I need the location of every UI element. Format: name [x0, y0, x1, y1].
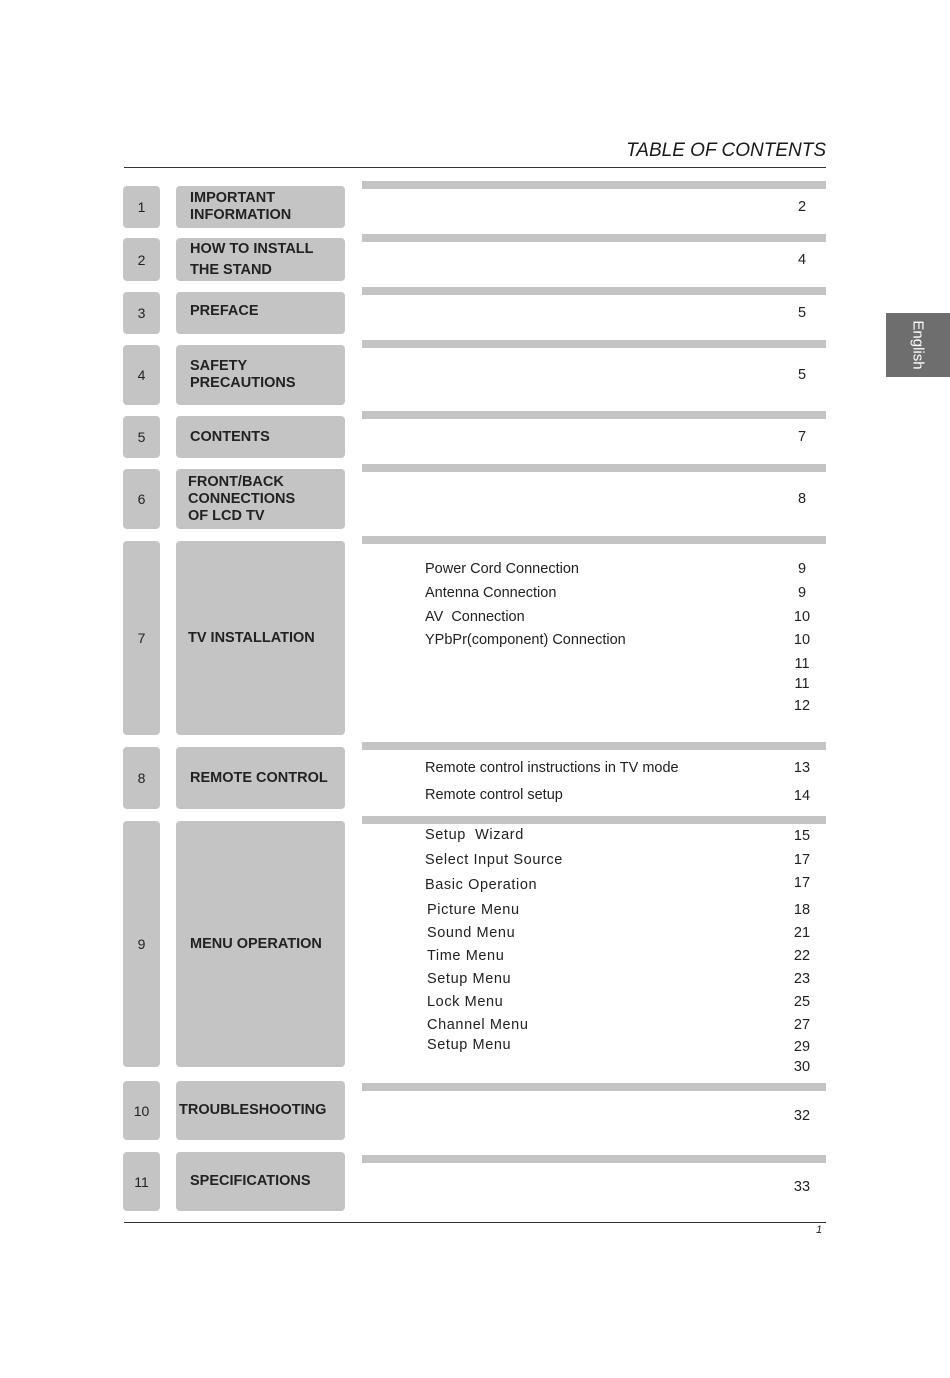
section-title-10: TROUBLESHOOTING: [176, 1081, 345, 1140]
section-page-2: 4: [797, 252, 807, 268]
section-page-11: 33: [793, 1179, 811, 1195]
page-7-3: 10: [793, 609, 811, 625]
section-page-4: 5: [797, 367, 807, 383]
section-number-7: 7: [123, 541, 160, 735]
section-title-4: SAFETY PRECAUTIONS: [176, 345, 345, 405]
page-7-2: 9: [797, 585, 807, 601]
section-bar-4: [362, 340, 826, 348]
section-title-1: IMPORTANT INFORMATION: [176, 186, 345, 228]
section-bar-1: [362, 181, 826, 189]
entry-9-4: Picture Menu: [427, 902, 520, 918]
section-number-10: 10: [123, 1081, 160, 1140]
entry-9-9: Channel Menu: [427, 1017, 529, 1033]
page-9-9: 27: [793, 1017, 811, 1033]
entry-9-7: Setup Menu: [427, 971, 512, 987]
entry-9-10: Setup Menu: [427, 1037, 512, 1053]
section-title-2: HOW TO INSTALL THE STAND: [176, 238, 345, 281]
page-9-11: 30: [793, 1059, 811, 1075]
section-title-9: MENU OPERATION: [176, 821, 345, 1067]
page-title: TABLE OF CONTENTS: [626, 140, 826, 161]
section-number-1: 1: [123, 186, 160, 228]
section-number-3: 3: [123, 292, 160, 334]
page-9-5: 21: [793, 925, 811, 941]
section-bar-6: [362, 464, 826, 472]
section-number-2: 2: [123, 238, 160, 281]
section-title-6: FRONT/BACK CONNECTIONS OF LCD TV: [176, 469, 345, 529]
page-8-2: 14: [793, 788, 811, 804]
footer-rule: [124, 1222, 826, 1223]
section-title-5: CONTENTS: [176, 416, 345, 458]
section-bar-8: [362, 742, 826, 750]
section-bar-11: [362, 1155, 826, 1163]
entry-9-3: Basic Operation: [425, 877, 538, 893]
section-page-5: 7: [797, 429, 807, 445]
entry-7-1: Power Cord Connection: [425, 561, 579, 577]
section-title-3: PREFACE: [176, 292, 345, 334]
page-9-4: 18: [793, 902, 811, 918]
entry-9-2: Select Input Source: [425, 852, 563, 868]
entry-9-8: Lock Menu: [427, 994, 504, 1010]
entry-8-2: Remote control setup: [425, 787, 563, 803]
page-9-2: 17: [793, 852, 811, 868]
section-title-8: REMOTE CONTROL: [176, 747, 345, 809]
section-title-7: TV INSTALLATION: [176, 541, 345, 735]
entry-9-5: Sound Menu: [427, 925, 516, 941]
section-number-5: 5: [123, 416, 160, 458]
entry-9-6: Time Menu: [427, 948, 505, 964]
section-title-11: SPECIFICATIONS: [176, 1152, 345, 1211]
section-bar-7: [362, 536, 826, 544]
page-7-7: 12: [793, 698, 811, 714]
page-7-1: 9: [797, 561, 807, 577]
section-bar-5: [362, 411, 826, 419]
page-7-6: 11: [794, 676, 810, 692]
page-9-10: 29: [793, 1039, 811, 1055]
footer-page-number: 1: [816, 1224, 823, 1236]
entry-8-1: Remote control instructions in TV mode: [425, 760, 679, 776]
section-bar-2: [362, 234, 826, 242]
section-number-8: 8: [123, 747, 160, 809]
entry-7-3: AV Connection: [425, 609, 525, 625]
section-number-6: 6: [123, 469, 160, 529]
section-bar-10: [362, 1083, 826, 1091]
page-7-4: 10: [793, 632, 811, 648]
section-page-1: 2: [797, 199, 807, 215]
language-tab: [886, 313, 950, 377]
language-tab-label: English: [909, 320, 927, 370]
section-page-3: 5: [797, 305, 807, 321]
page-9-6: 22: [793, 948, 811, 964]
entry-9-1: Setup Wizard: [425, 827, 524, 843]
section-number-11: 11: [123, 1152, 160, 1211]
page-9-8: 25: [793, 994, 811, 1010]
section-page-10: 32: [793, 1108, 811, 1124]
header-rule: [124, 167, 826, 168]
page-8-1: 13: [793, 760, 811, 776]
section-bar-9: [362, 816, 826, 824]
entry-7-4: YPbPr(component) Connection: [425, 632, 626, 648]
page-9-1: 15: [793, 828, 811, 844]
section-page-6: 8: [797, 491, 807, 507]
section-number-9: 9: [123, 821, 160, 1067]
page-9-7: 23: [793, 971, 811, 987]
page-9-3: 17: [793, 875, 811, 891]
section-number-4: 4: [123, 345, 160, 405]
entry-7-2: Antenna Connection: [425, 585, 557, 601]
section-bar-3: [362, 287, 826, 295]
page-7-5: 11: [794, 656, 810, 672]
